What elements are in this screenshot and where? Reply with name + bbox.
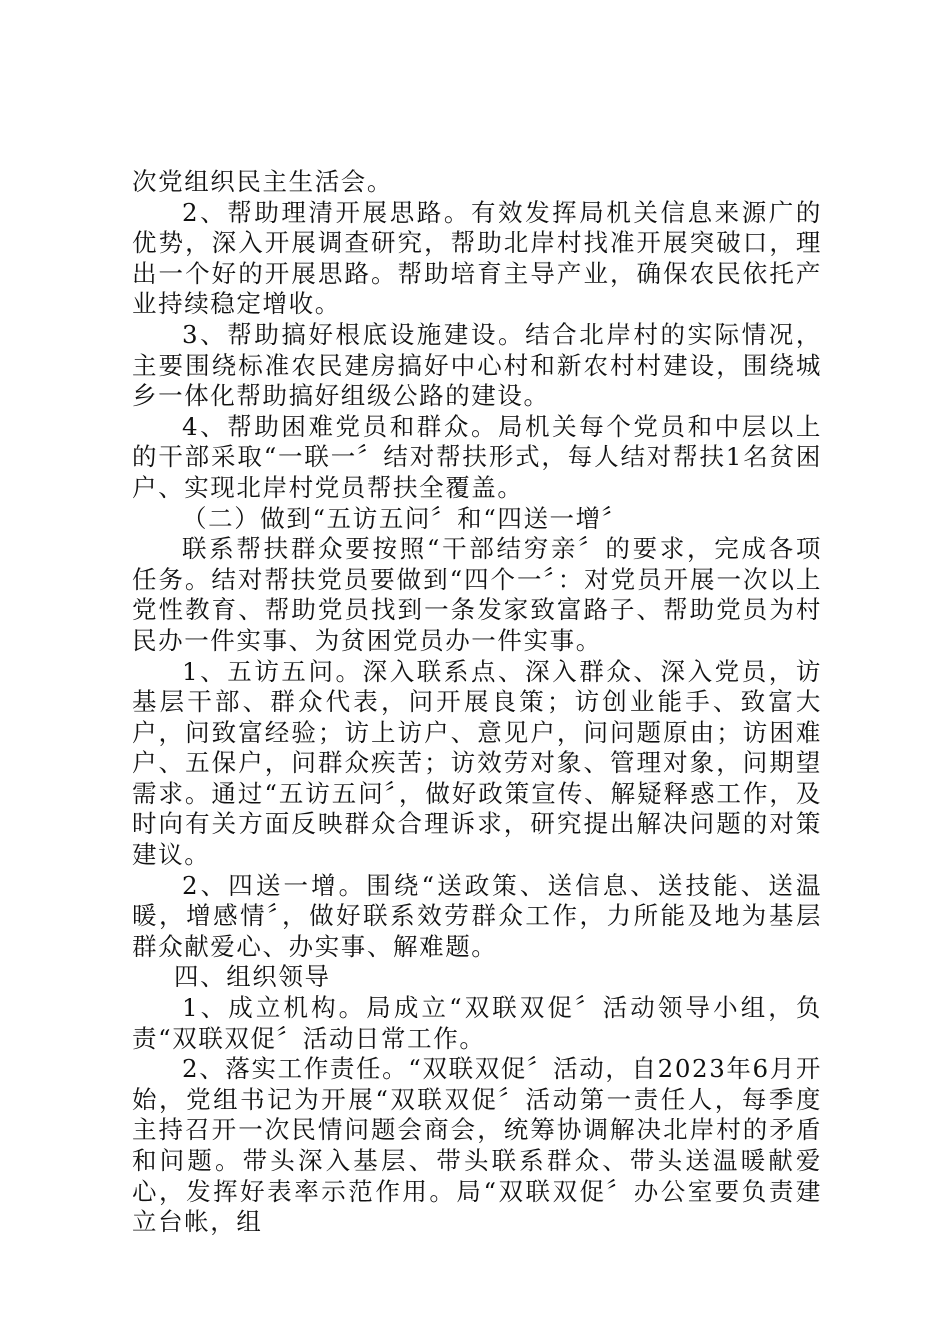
paragraph-item-2-responsibility: 2、落实工作责任。“双联双促〞活动，自2023年6月开始，党组书记为开展“双联双促〞活动第一责任人，每季度主持召开一次民情问题会商会，统筹协调解决北岸村的矛盾和问题。带头深入基层、带头联系群众、带头送温暖献爱心，发挥好表率示范作用。局“双联双促〞办公室要负责建立台帐，组 [132,1054,822,1237]
paragraph-item-4-help-needy: 4、帮助困难党员和群众。局机关每个党员和中层以上的干部采取“一联一〞结对帮扶形式，每人结对帮扶1名贫困户、实现北岸村党员帮扶全覆盖。 [132,411,822,502]
paragraph-item-3-infrastructure: 3、帮助搞好根底设施建设。结合北岸村的实际情况，主要围绕标准农民建房搞好中心村和新农村村建设，围绕城乡一体化帮助搞好组级公路的建设。 [132,319,822,411]
paragraph-item-2-clarify-ideas: 2、帮助理清开展思路。有效发挥局机关信息来源广的优势，深入开展调查研究，帮助北岸村找准开展突破口，理出一个好的开展思路。帮助培育主导产业，确保农民依托产业持续稳定增收。 [132,197,822,319]
paragraph-continuation: 次党组织民主生活会。 [132,167,393,196]
paragraph-item-1-five-visits: 1、五访五问。深入联系点、深入群众、深入党员，访基层干部、群众代表，问开展良策；访创业能手、致富大户，问致富经验；访上访户、意见户，问问题原由；访困难户、五保户，问群众疾苦；访效劳对象、管理对象，问期望需求。通过“五访五问〞，做好政策宣传、解疑释惑工作，及时向有关方面反映群众合理诉求，研究提出解决问题的对策建议。 [132,656,822,870]
paragraph-item-1-establish-body: 1、成立机构。局成立“双联双促〞活动领导小组，负责“双联双促〞活动日常工作。 [132,993,822,1053]
section-heading-organization: 四、组织领导 [174,962,331,992]
paragraph-item-2-four-sends: 2、四送一增。围绕“送政策、送信息、送技能、送温暖，增感情〞，做好联系效劳群众工作，力所能及地为基层群众献爱心、办实事、解难题。 [132,870,822,961]
document-body [132,167,822,1238]
section-heading-five-visits: （二）做到“五访五问〞和“四送一增〞 [182,503,628,533]
paragraph-contact-masses: 联系帮扶群众要按照“干部结穷亲〞的要求，完成各项任务。结对帮扶党员要做到“四个一〞：对党员开展一次以上党性教育、帮助党员找到一条发家致富路子、帮助党员为村民办一件实事、为贫困党员办一件实事。 [132,534,822,655]
